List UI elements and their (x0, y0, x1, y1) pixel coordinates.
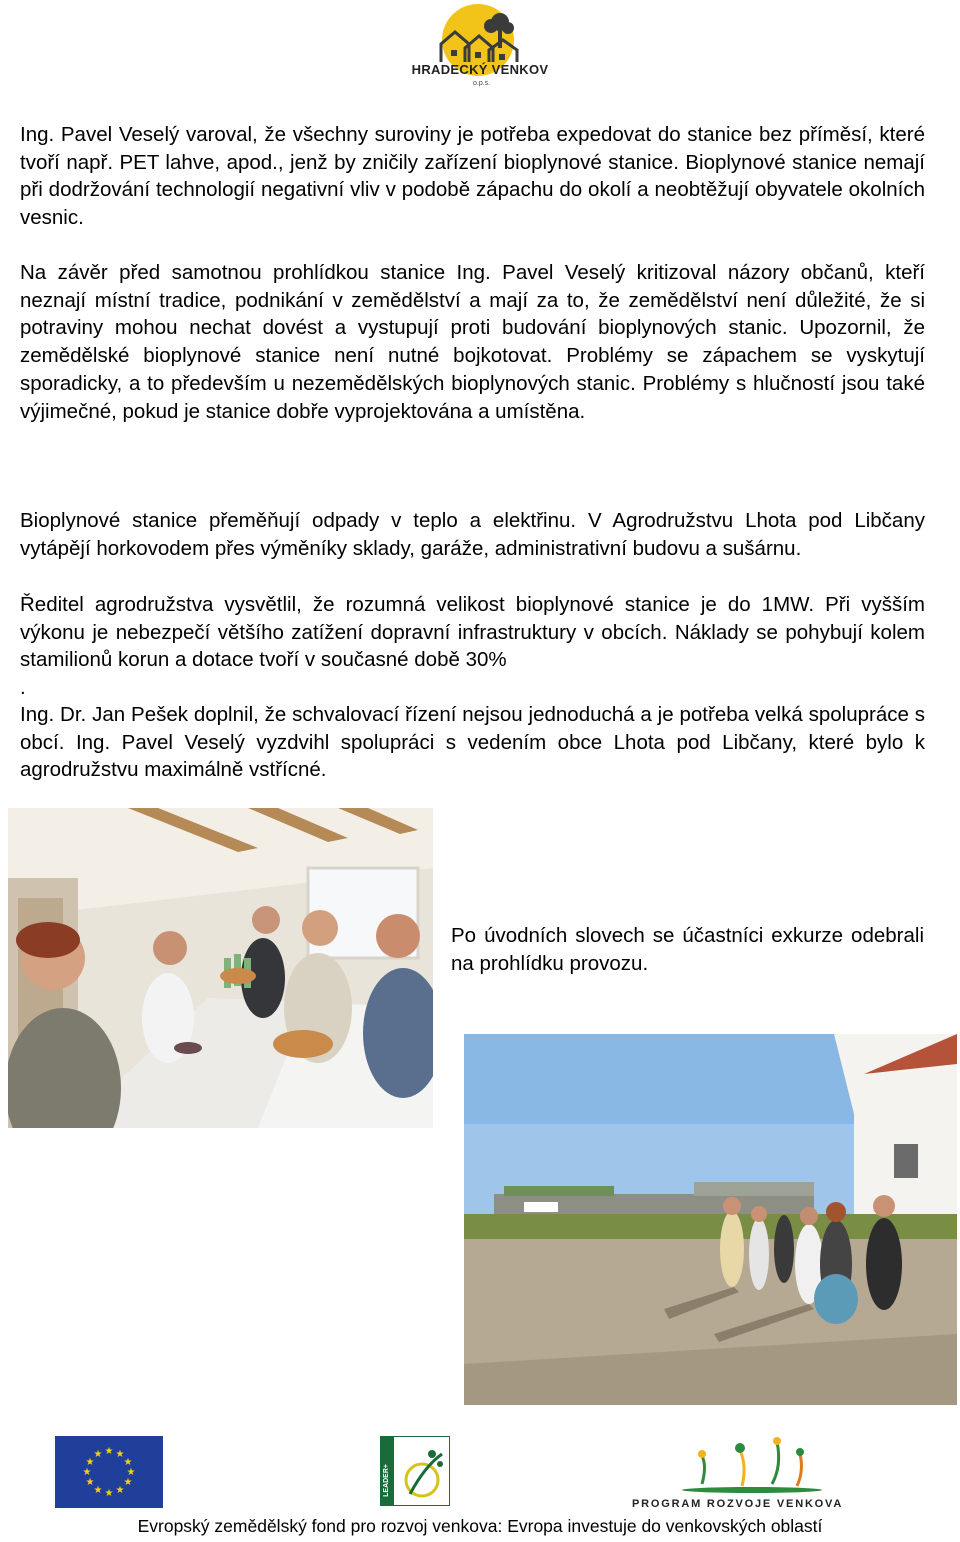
leader-logo (380, 1436, 450, 1506)
svg-text:★: ★ (104, 1446, 114, 1457)
svg-text:★: ★ (123, 1457, 133, 1468)
svg-text:★: ★ (104, 1488, 114, 1499)
eu-flag-logo (55, 1436, 163, 1508)
paragraph-3: Bioplynové stanice přeměňují odpady v teplo a elektřinu. V Agrodružstvu Lhota pod Libčany vytápějí horkovodem přes výměníky sklady, garáže, administrativní budovu a sušárnu. (20, 509, 925, 560)
photo-meeting-table (8, 808, 433, 1128)
svg-text:★: ★ (85, 1457, 95, 1468)
leader-text: LEADER+ (383, 1464, 390, 1497)
paragraph-dot: . (20, 676, 26, 699)
svg-text:★: ★ (115, 1449, 125, 1460)
svg-text:★: ★ (123, 1477, 133, 1488)
paragraph-1: Ing. Pavel Veselý varoval, že všechny suroviny je potřeba expedovat do stanice bez příměsí, které tvoří např. PET lahve, apod., jenž by zničily zařízení bioplynové stanice. Bioplynové stanice nemají při dodržování technologií negativní vliv v podobě zápachu do okolí a neobtěžují obyvatele okolních vesnic. (20, 123, 925, 230)
svg-text:★: ★ (85, 1477, 95, 1488)
logo-subtext: o.p.s. (473, 80, 491, 87)
photo-caption: Po úvodních slovech se účastníci exkurze odebrali na prohlídku provozu. (451, 924, 924, 975)
footer-text: Evropský zemědělský fond pro rozvoj venkova: Evropa investuje do venkovských oblastí (137, 1516, 823, 1536)
svg-text:★: ★ (115, 1485, 125, 1496)
svg-text:★: ★ (126, 1467, 136, 1478)
paragraph-2: Na závěr před samotnou prohlídkou stanice Ing. Pavel Veselý kritizoval názory občanů, kteří neznají místní tradice, podnikání v zemědělství a mají za to, že zemědělství není důležité, že si potraviny mohou nechat dovést a vystupují proti budování bioplynových stanic. Upozornil, že zemědělské bioplynové stanice není nutné bojkotovat. Problémy se zápachem se vyskytují sporadicky, a to především u nezemědělských bioplynových stanic. Problémy s hlučností jsou také výjimečné, pokud je stanice dobře vyprojektována a umístěna. (20, 261, 925, 423)
svg-text:★: ★ (82, 1467, 92, 1478)
logo-text: HRADECKÝ VENKOV (411, 62, 549, 77)
prv-graphic (632, 1436, 822, 1496)
svg-text:★: ★ (93, 1485, 103, 1496)
paragraph-5: Ing. Dr. Jan Pešek doplnil, že schvalovací řízení nejsou jednoduchá a je potřeba velká spolupráce s obcí. Ing. Pavel Veselý vyzdvihl spolupráci s vedením obce Lhota pod Libčany, které bylo k agrodružstvu maximálně vstřícné. (20, 703, 925, 782)
program-rozvoje-venkova-logo (632, 1436, 844, 1516)
hradecky-venkov-logo (405, 2, 555, 98)
prv-text: PROGRAM ROZVOJE VENKOVA (632, 1498, 844, 1510)
svg-text:★: ★ (93, 1449, 103, 1460)
paragraph-4: Ředitel agrodružstva vysvětlil, že rozumná velikost bioplynové stanice je do 1MW. Při vyšším výkonu je nebezpečí většího zatížení dopravní infrastruktury v obcích. Náklady se pohybují kolem stamilionů korun a dotace tvoří v současné době 30% (20, 593, 925, 672)
photo-biogas-tour (464, 1034, 957, 1405)
